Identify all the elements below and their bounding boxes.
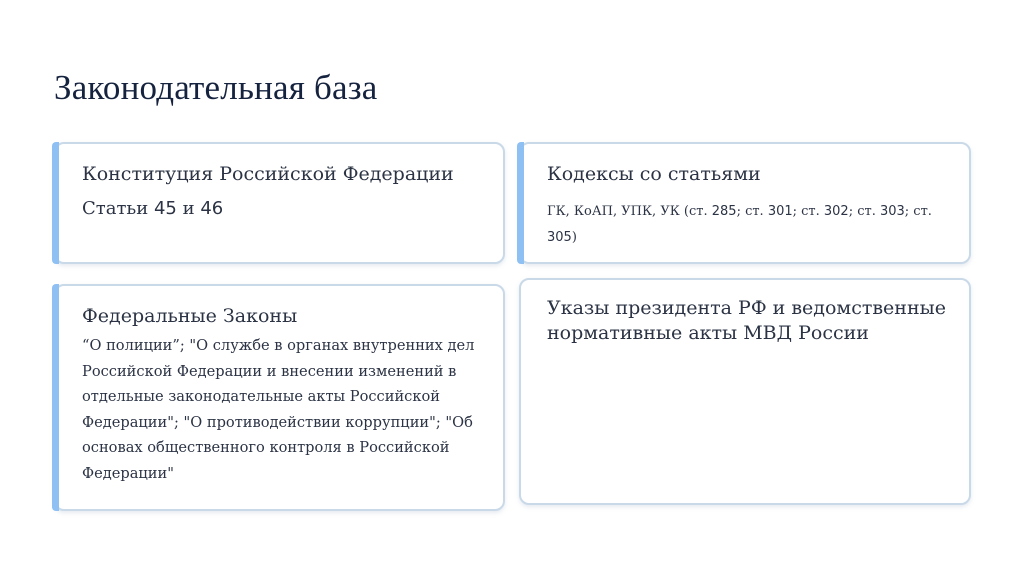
- article-number: 45: [153, 198, 177, 219]
- card-codes: [519, 142, 971, 264]
- card-accent-bar: [52, 284, 59, 511]
- page-title: Законодательная база: [54, 68, 378, 107]
- body-text: ГК, КоАП, УПК, УК (ст.: [547, 204, 712, 219]
- body-text: ; ст.: [904, 204, 932, 219]
- card-title: Указы президента РФ и ведомственные нормативные акты МВД России: [547, 297, 946, 344]
- body-text: ; ст.: [736, 204, 768, 219]
- body-text: Статьи: [82, 198, 154, 219]
- article-number: 46: [200, 198, 224, 219]
- body-text: ; ст.: [848, 204, 880, 219]
- card-title: Федеральные Законы: [82, 305, 298, 327]
- article-number: 285: [711, 204, 737, 219]
- body-text: ; ст.: [792, 204, 824, 219]
- card-title: Кодексы со статьями: [547, 163, 761, 185]
- card-decrees: [519, 278, 971, 505]
- article-number: 301: [767, 204, 793, 219]
- card-body: [547, 199, 945, 251]
- card-body: “О полиции”; "О службе в органах внутренних дел Российской Федерации и внесении изменений в отдельные законодательные акты Российской Федерации"; "О противодействии коррупции"; "Об основах общественного контроля в Российской Федерации": [82, 337, 475, 482]
- card-title: Конституция Российской Федерации: [82, 163, 454, 185]
- card-federal-laws: [54, 284, 505, 511]
- body-text: ): [571, 230, 577, 245]
- card-body: [82, 197, 223, 221]
- card-constitution: [54, 142, 505, 264]
- card-accent-bar: [52, 142, 59, 264]
- article-number: 302: [823, 204, 849, 219]
- card-accent-bar: [517, 142, 524, 264]
- article-number: 305: [547, 230, 572, 245]
- article-number: 303: [879, 204, 905, 219]
- body-text: и: [176, 198, 201, 219]
